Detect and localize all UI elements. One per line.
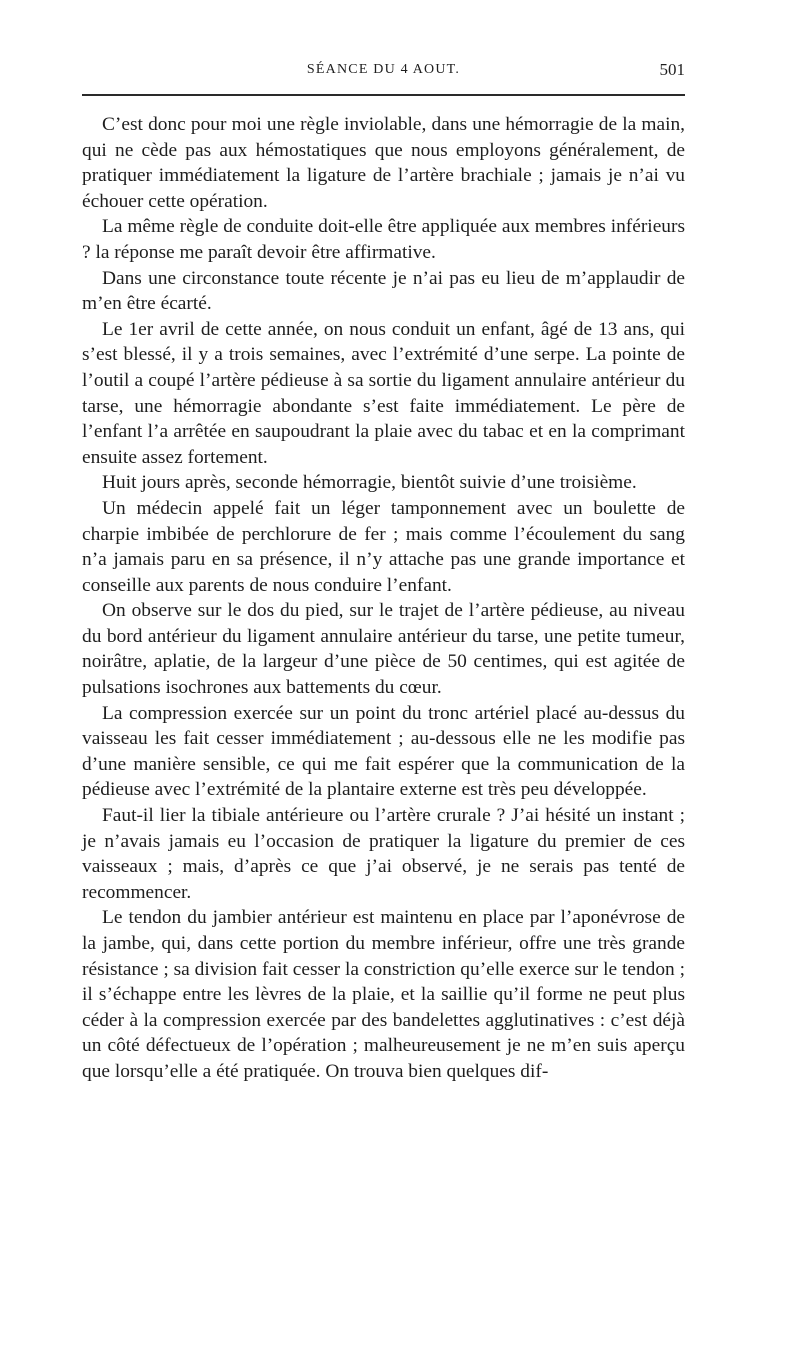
paragraph: C’est donc pour moi une règle inviolable, dans une hémorragie de la main, qui ne cède pas aux hémostatiques que nous employons généralement, de pratiquer immédiatement la ligature de l’artère brachiale ; jamais je n’ai vu échouer cette opération. xyxy=(82,114,685,212)
paragraph: Le tendon du jambier antérieur est maintenu en place par l’aponévrose de la jambe, qui, dans cette portion du membre inférieur, offre une très grande résistance ; sa division fait cesser la constriction qu’elle exerce sur le tendon ; il s’échappe entre les lèvres de la plaie, et la saillie qu’il forme ne peut plus céder à la compression exercée par des bandelettes agglutinatives : c’est déjà un côté défectueux de l’opération ; malheureusement je ne m’en suis aperçu que lorsqu’elle a été pratiquée. On trouva bien quelques dif- xyxy=(82,907,685,1082)
header-rule xyxy=(82,94,685,96)
paragraph: La même règle de conduite doit-elle être appliquée aux membres inférieurs ? la réponse me paraît devoir être affirmative. xyxy=(82,216,685,263)
paragraph: Dans une circonstance toute récente je n’ai pas eu lieu de m’applaudir de m’en être écarté. xyxy=(82,267,685,315)
running-title: SÉANCE DU 4 AOUT. xyxy=(306,62,461,77)
paragraph: Faut-il lier la tibiale antérieure ou l’artère crurale ? J’ai hésité un instant ; je n’avais jamais eu l’occasion de pratiquer la ligature du premier de ces vaisseaux ; mais, d’après ce que j’ai observé, je ne serais pas tenté de recommencer. xyxy=(82,805,685,903)
body-text xyxy=(82,112,685,1085)
paragraph: Le 1er avril de cette année, on nous conduit un enfant, âgé de 13 ans, qui s’est blessé, il y a trois semaines, avec l’extrémité d’une serpe. La pointe de l’outil a coupé l’artère pédieuse à sa sortie du ligament annulaire antérieur du tarse, une hémorragie abondante s’est faite immédiatement. Le père de l’enfant l’a arrêtée en saupoudrant la plaie avec du tabac et en la comprimant ensuite assez fortement. xyxy=(82,318,685,468)
page-header xyxy=(82,58,685,88)
paragraph: Huit jours après, seconde hémorragie, bientôt suivie d’une troisième. xyxy=(102,472,637,494)
page-number: 501 xyxy=(659,60,685,79)
paragraph: La compression exercée sur un point du tronc artériel placé au-dessus du vaisseau les fait cesser immédiatement ; au-dessous elle ne les modifie pas d’une manière sensible, ce qui me fait espérer que la communication de la pédieuse avec l’extrémité de la plantaire externe est très peu développée. xyxy=(82,702,685,801)
paragraph: On observe sur le dos du pied, sur le trajet de l’artère pédieuse, au niveau du bord antérieur du ligament annulaire antérieur du tarse, une petite tumeur, noirâtre, aplatie, de la largeur d’une pièce de 50 centimes, qui est agitée de pulsations isochrones aux battements du cœur. xyxy=(82,600,685,699)
paragraph: Un médecin appelé fait un léger tamponnement avec un boulette de charpie imbibée de perchlorure de fer ; mais comme l’écoulement du sang n’a jamais paru en sa présence, il n’y attache pas une grande importance et conseille aux parents de nous conduire l’enfant. xyxy=(82,497,685,596)
